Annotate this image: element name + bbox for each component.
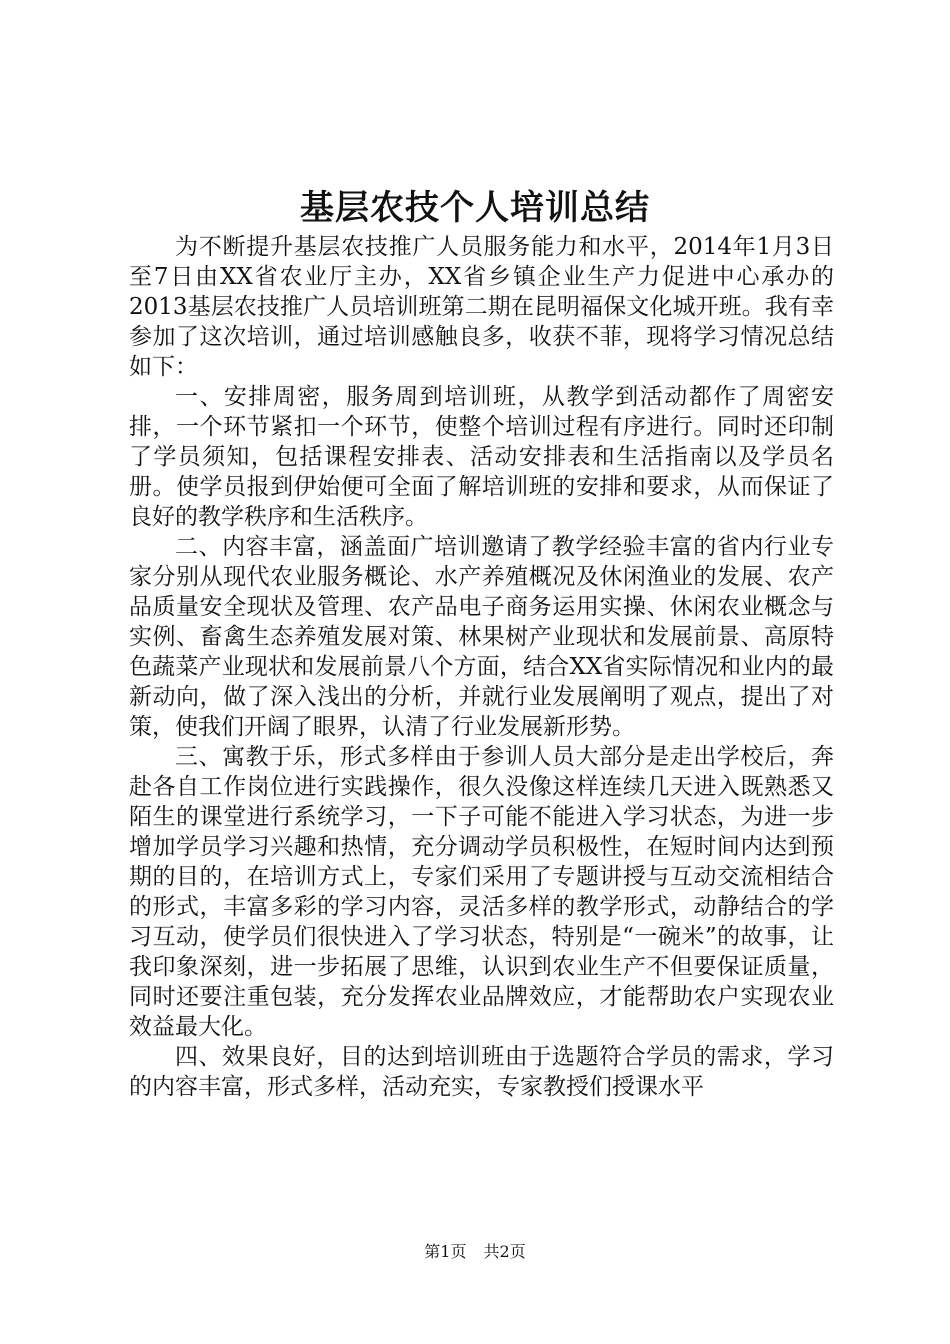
paragraph-section-1: 一、安排周密，服务周到培训班，从教学到活动都作了周密安排，一个环节紧扣一个环节，使整个培训过程有序进行。同时还印制了学员须知，包括课程安排表、活动安排表和生活指南以及学员名册。使学员报到伊始便可全面了解培训班的安排和要求，从而保证了良好的教学秩序和生活秩序。 xyxy=(129,384,834,530)
paragraph-intro: 为不断提升基层农技推广人员服务能力和水平，2014年1月3日至7日由XX省农业厅主办，XX省乡镇企业生产力促进中心承办的2013基层农技推广人员培训班第二期在昆明福保文化城开班。我有幸参加了这次培训，通过培训感触良多，收获不菲，现将学习情况总结如下： xyxy=(129,234,834,380)
page-number-current: 第1页 xyxy=(424,1242,467,1261)
paragraph-section-4: 四、效果良好，目的达到培训班由于选题符合学员的需求，学习的内容丰富，形式多样，活动充实，专家教授们授课水平 xyxy=(129,1044,834,1100)
document-body xyxy=(129,232,834,1102)
page-footer xyxy=(0,1240,950,1264)
document-title: 基层农技个人培训总结 xyxy=(300,188,650,228)
paragraph-section-3: 三、寓教于乐，形式多样由于参训人员大部分是走出学校后，奔赴各自工作岗位进行实践操作，很久没像这样连续几天进入既熟悉又陌生的课堂进行系统学习，一下子可能不能进入学习状态，为进一步增加学员学习兴趣和热情，充分调动学员积极性，在短时间内达到预期的目的，在培训方式上，专家们采用了专题讲授与互动交流相结合的形式，丰富多彩的学习内容，灵活多样的教学形式，动静结合的学习互动，使学员们很快进入了学习状态，特别是“一碗米”的故事，让我印象深刻，进一步拓展了思维，认识到农业生产不但要保证质量，同时还要注重包装，充分发挥农业品牌效应，才能帮助农户实现农业效益最大化。 xyxy=(129,744,834,1040)
page-number-total: 共2页 xyxy=(483,1242,526,1261)
paragraph-section-2: 二、内容丰富，涵盖面广培训邀请了教学经验丰富的省内行业专家分别从现代农业服务概论、水产养殖概况及休闲渔业的发展、农产品质量安全现状及管理、农产品电子商务运用实操、休闲农业概念与实例、畜禽生态养殖发展对策、林果树产业现状和发展前景、高原特色蔬菜产业现状和发展前景八个方面，结合XX省实际情况和业内的最新动向，做了深入浅出的分析，并就行业发展阐明了观点，提出了对策，使我们开阔了眼界，认清了行业发展新形势。 xyxy=(129,534,834,740)
